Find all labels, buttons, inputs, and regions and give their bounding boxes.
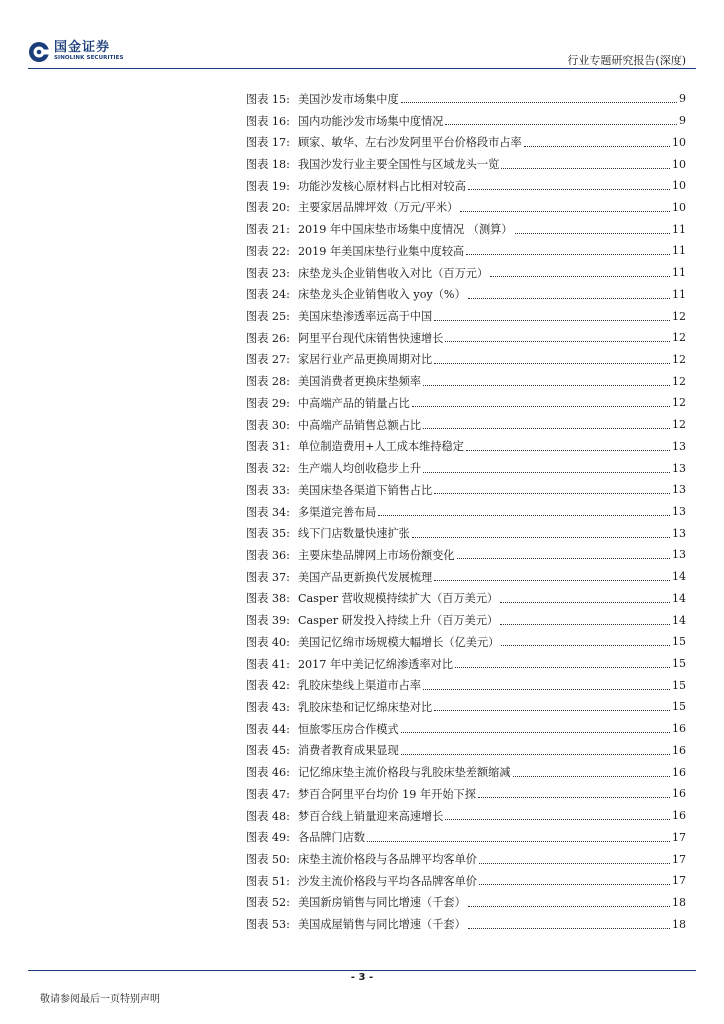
toc-entry-title: 顾家、敏华、左右沙发阿里平台价格段市占率 <box>297 136 522 150</box>
toc-dot-leader <box>445 124 677 125</box>
toc-entry-page: 10 <box>672 157 686 171</box>
toc-entry-label: 图表 35: <box>246 527 290 541</box>
toc-entry[interactable] <box>246 848 686 870</box>
toc-entry-title: 中高端产品销售总额占比 <box>297 418 422 432</box>
toc-entry[interactable] <box>246 283 686 305</box>
toc-entry-page: 17 <box>672 830 686 844</box>
toc-entry[interactable] <box>246 370 686 392</box>
toc-dot-leader <box>490 276 670 277</box>
company-logo <box>28 40 124 70</box>
toc-entry-label: 图表 20: <box>246 201 290 215</box>
toc-entry-title: 单位制造费用+人工成本维持稳定 <box>297 440 464 454</box>
toc-entry-page: 9 <box>679 92 686 106</box>
toc-entry-label: 图表 33: <box>246 483 290 497</box>
toc-entry-label: 图表 38: <box>246 592 290 606</box>
toc-entry-title: 多渠道完善布局 <box>297 505 377 519</box>
toc-entry-label: 图表 40: <box>246 635 290 649</box>
toc-entry-label: 图表 44: <box>246 722 290 736</box>
toc-dot-leader <box>378 515 670 516</box>
toc-dot-leader <box>434 710 670 711</box>
toc-entry-title: 床垫龙头企业销售收入对比（百万元） <box>297 266 489 280</box>
toc-entry-label: 图表 28: <box>246 375 290 389</box>
toc-entry-page: 18 <box>672 917 686 931</box>
toc-entry[interactable] <box>246 131 686 153</box>
toc-entry-title: 家居行业产品更换周期对比 <box>297 353 433 367</box>
toc-dot-leader <box>468 906 670 907</box>
toc-entry[interactable] <box>246 653 686 675</box>
toc-entry[interactable] <box>246 696 686 718</box>
toc-entry-label: 图表 30: <box>246 418 290 432</box>
toc-dot-leader <box>412 406 670 407</box>
toc-dot-leader <box>515 233 670 234</box>
toc-entry-page: 13 <box>672 505 686 519</box>
toc-entry[interactable] <box>246 913 686 935</box>
toc-entry-title: 主要家居品牌坪效（万元/平米） <box>297 201 459 215</box>
toc-dot-leader <box>457 558 670 559</box>
toc-entry[interactable] <box>246 740 686 762</box>
toc-entry-label: 图表 49: <box>246 831 290 845</box>
toc-entry-title: 美国产品更新换代发展梳理 <box>297 570 433 584</box>
toc-entry-title: 各品牌门店数 <box>297 831 366 845</box>
toc-entry-title: 生产端人均创收稳步上升 <box>297 462 422 476</box>
toc-entry-page: 11 <box>672 266 686 280</box>
toc-entry-label: 图表 41: <box>246 657 290 671</box>
toc-entry-page: 12 <box>672 374 686 388</box>
toc-dot-leader <box>513 776 670 777</box>
toc-dot-leader <box>434 320 670 321</box>
toc-entry-page: 16 <box>672 787 686 801</box>
toc-entry[interactable] <box>246 566 686 588</box>
toc-dot-leader <box>501 645 670 646</box>
toc-entry-title: 美国消费者更换床垫频率 <box>297 375 422 389</box>
toc-entry-title: 梦百合线上销量迎来高速增长 <box>297 809 444 823</box>
toc-entry[interactable] <box>246 110 686 132</box>
toc-dot-leader <box>479 884 670 885</box>
toc-entry-label: 图表 24: <box>246 288 290 302</box>
toc-entry-page: 16 <box>672 743 686 757</box>
toc-entry[interactable] <box>246 305 686 327</box>
toc-entry-page: 9 <box>679 114 686 128</box>
toc-entry-label: 图表 21: <box>246 223 290 237</box>
toc-entry-label: 图表 29: <box>246 396 290 410</box>
toc-entry-label: 图表 50: <box>246 853 290 867</box>
toc-entry-label: 图表 51: <box>246 874 290 888</box>
toc-entry-title: 梦百合阿里平台均价 19 年开始下探 <box>297 787 476 801</box>
toc-entry-label: 图表 26: <box>246 331 290 345</box>
toc-entry-title: 主要床垫品牌网上市场份额变化 <box>297 548 455 562</box>
toc-entry-label: 图表 46: <box>246 766 290 780</box>
toc-dot-leader <box>434 493 670 494</box>
toc-entry-page: 17 <box>672 874 686 888</box>
toc-entry-page: 13 <box>672 548 686 562</box>
toc-entry-title: 我国沙发行业主要全国性与区域龙头一览 <box>297 158 500 172</box>
toc-entry[interactable] <box>246 327 686 349</box>
toc-entry-page: 12 <box>672 309 686 323</box>
toc-entry-title: 美国沙发市场集中度 <box>297 92 399 106</box>
toc-entry-page: 17 <box>672 852 686 866</box>
toc-entry-label: 图表 23: <box>246 266 290 280</box>
toc-dot-leader <box>423 428 670 429</box>
toc-dot-leader <box>460 211 670 212</box>
toc-dot-leader <box>445 341 670 342</box>
toc-dot-leader <box>478 797 670 798</box>
toc-dot-leader <box>524 146 670 147</box>
toc-entry-title: 线下门店数量快速扩张 <box>297 527 410 541</box>
toc-entry-label: 图表 39: <box>246 614 290 628</box>
toc-entry-page: 11 <box>672 222 686 236</box>
toc-entry-page: 18 <box>672 895 686 909</box>
toc-entry-title: 记忆绵床垫主流价格段与乳胶床垫差额缩减 <box>297 766 511 780</box>
toc-entry-label: 图表 17: <box>246 136 290 150</box>
toc-entry-label: 图表 42: <box>246 679 290 693</box>
toc-entry[interactable] <box>246 197 686 219</box>
toc-entry-page: 14 <box>672 613 686 627</box>
toc-entry-title: 床垫主流价格段与各品牌平均客单价 <box>297 853 477 867</box>
toc-entry-label: 图表 53: <box>246 918 290 932</box>
toc-entry-label: 图表 52: <box>246 896 290 910</box>
toc-entry[interactable] <box>246 457 686 479</box>
figure-index-list <box>246 88 686 935</box>
toc-dot-leader <box>500 602 670 603</box>
toc-entry-page: 13 <box>672 461 686 475</box>
report-type-label: 行业专题研究报告(深度) <box>567 54 686 67</box>
toc-dot-leader <box>401 754 670 755</box>
toc-dot-leader <box>367 841 670 842</box>
toc-dot-leader <box>466 254 670 255</box>
toc-entry-label: 图表 43: <box>246 700 290 714</box>
toc-dot-leader <box>455 667 670 668</box>
toc-dot-leader <box>434 363 670 364</box>
toc-entry[interactable] <box>246 522 686 544</box>
toc-entry-page: 11 <box>672 287 686 301</box>
toc-entry-label: 图表 18: <box>246 158 290 172</box>
toc-entry[interactable] <box>246 392 686 414</box>
toc-entry[interactable] <box>246 718 686 740</box>
toc-dot-leader <box>468 189 670 190</box>
toc-entry-page: 16 <box>672 722 686 736</box>
toc-dot-leader <box>500 624 670 625</box>
toc-dot-leader <box>423 689 670 690</box>
header-divider <box>28 68 696 69</box>
logo-english-name: SINOLINK SECURITIES <box>54 55 124 61</box>
toc-entry-title: 2019 年美国床垫行业集中度较高 <box>297 244 465 258</box>
toc-entry-title: 美国床垫渗透率远高于中国 <box>297 310 433 324</box>
toc-entry-page: 10 <box>672 200 686 214</box>
toc-dot-leader <box>479 863 670 864</box>
toc-entry[interactable] <box>246 240 686 262</box>
toc-dot-leader <box>423 472 670 473</box>
toc-entry-title: Casper 研发投入持续上升（百万美元） <box>297 614 499 628</box>
toc-entry-page: 14 <box>672 591 686 605</box>
toc-entry-title: 2019 年中国床垫市场集中度情况 （测算） <box>297 223 513 237</box>
toc-entry-title: 2017 年中美记忆绵渗透率对比 <box>297 657 454 671</box>
toc-dot-leader <box>423 385 670 386</box>
toc-entry-page: 13 <box>672 439 686 453</box>
sinolink-logo-icon <box>28 41 50 63</box>
toc-entry[interactable] <box>246 479 686 501</box>
toc-entry-page: 15 <box>672 635 686 649</box>
toc-dot-leader <box>445 819 670 820</box>
toc-dot-leader <box>468 298 670 299</box>
toc-entry-title: 美国记忆绵市场规模大幅增长（亿美元） <box>297 635 500 649</box>
toc-entry-title: 中高端产品的销量占比 <box>297 396 410 410</box>
toc-entry[interactable] <box>246 218 686 240</box>
toc-entry-label: 图表 34: <box>246 505 290 519</box>
toc-entry[interactable] <box>246 588 686 610</box>
toc-entry-title: Casper 营收规模持续扩大（百万美元） <box>297 592 499 606</box>
toc-entry-label: 图表 37: <box>246 570 290 584</box>
toc-dot-leader <box>434 580 670 581</box>
toc-entry[interactable] <box>246 761 686 783</box>
toc-entry-page: 16 <box>672 809 686 823</box>
toc-entry[interactable] <box>246 175 686 197</box>
toc-entry-page: 13 <box>672 526 686 540</box>
toc-entry[interactable] <box>246 892 686 914</box>
toc-entry-label: 图表 45: <box>246 744 290 758</box>
toc-entry-page: 15 <box>672 700 686 714</box>
toc-entry-page: 16 <box>672 765 686 779</box>
toc-entry-label: 图表 47: <box>246 787 290 801</box>
footer-divider <box>28 970 696 971</box>
toc-entry-page: 12 <box>672 418 686 432</box>
toc-entry[interactable] <box>246 349 686 371</box>
toc-entry-page: 13 <box>672 483 686 497</box>
toc-entry-title: 功能沙发核心原材料占比相对较高 <box>297 179 466 193</box>
toc-entry-page: 12 <box>672 396 686 410</box>
toc-entry-page: 10 <box>672 135 686 149</box>
toc-entry-label: 图表 15: <box>246 92 290 106</box>
toc-entry-page: 11 <box>672 244 686 258</box>
toc-entry-label: 图表 48: <box>246 809 290 823</box>
toc-entry-label: 图表 36: <box>246 548 290 562</box>
toc-entry-title: 乳胶床垫和记忆绵床垫对比 <box>297 700 433 714</box>
toc-entry[interactable] <box>246 609 686 631</box>
toc-entry-title: 阿里平台现代床销售快速增长 <box>297 331 444 345</box>
toc-entry[interactable] <box>246 262 686 284</box>
toc-entry-page: 15 <box>672 678 686 692</box>
toc-entry-label: 图表 32: <box>246 462 290 476</box>
toc-entry[interactable] <box>246 88 686 110</box>
toc-dot-leader <box>468 928 670 929</box>
toc-entry-title: 国内功能沙发市场集中度情况 <box>297 114 444 128</box>
toc-entry-page: 12 <box>672 331 686 345</box>
toc-dot-leader <box>412 537 670 538</box>
logo-chinese-name: 国金证券 <box>54 40 111 55</box>
toc-dot-leader <box>401 102 677 103</box>
toc-entry[interactable] <box>246 870 686 892</box>
toc-entry-label: 图表 16: <box>246 114 290 128</box>
toc-entry[interactable] <box>246 674 686 696</box>
toc-entry-label: 图表 27: <box>246 353 290 367</box>
toc-dot-leader <box>401 732 670 733</box>
toc-entry-label: 图表 25: <box>246 310 290 324</box>
toc-entry-title: 消费者教育成果显现 <box>297 744 399 758</box>
toc-entry-label: 图表 31: <box>246 440 290 454</box>
toc-entry[interactable] <box>246 805 686 827</box>
page-number: - 3 - <box>350 972 374 983</box>
toc-entry[interactable] <box>246 783 686 805</box>
toc-dot-leader <box>466 450 670 451</box>
toc-entry-label: 图表 19: <box>246 179 290 193</box>
toc-entry[interactable] <box>246 153 686 175</box>
toc-entry[interactable] <box>246 501 686 523</box>
toc-entry-page: 12 <box>672 352 686 366</box>
toc-entry[interactable] <box>246 414 686 436</box>
toc-entry[interactable] <box>246 826 686 848</box>
toc-entry[interactable] <box>246 436 686 458</box>
toc-entry-page: 15 <box>672 657 686 671</box>
disclaimer-note: 敬请参阅最后一页特别声明 <box>40 994 160 1005</box>
toc-entry-title: 乳胶床垫线上渠道市占率 <box>297 679 422 693</box>
toc-entry-title: 恒旅零压房合作模式 <box>297 722 399 736</box>
toc-entry-title: 美国成屋销售与同比增速（千套） <box>297 918 466 932</box>
toc-entry-label: 图表 22: <box>246 244 290 258</box>
toc-entry[interactable] <box>246 631 686 653</box>
toc-entry-page: 10 <box>672 179 686 193</box>
toc-entry-title: 床垫龙头企业销售收入 yoy（%） <box>297 288 466 302</box>
toc-entry-title: 美国新房销售与同比增速（千套） <box>297 896 466 910</box>
toc-entry-page: 14 <box>672 570 686 584</box>
toc-entry-title: 美国床垫各渠道下销售占比 <box>297 483 433 497</box>
toc-dot-leader <box>501 168 670 169</box>
toc-entry[interactable] <box>246 544 686 566</box>
toc-entry-title: 沙发主流价格段与平均各品牌客单价 <box>297 874 477 888</box>
page-header <box>0 0 724 70</box>
